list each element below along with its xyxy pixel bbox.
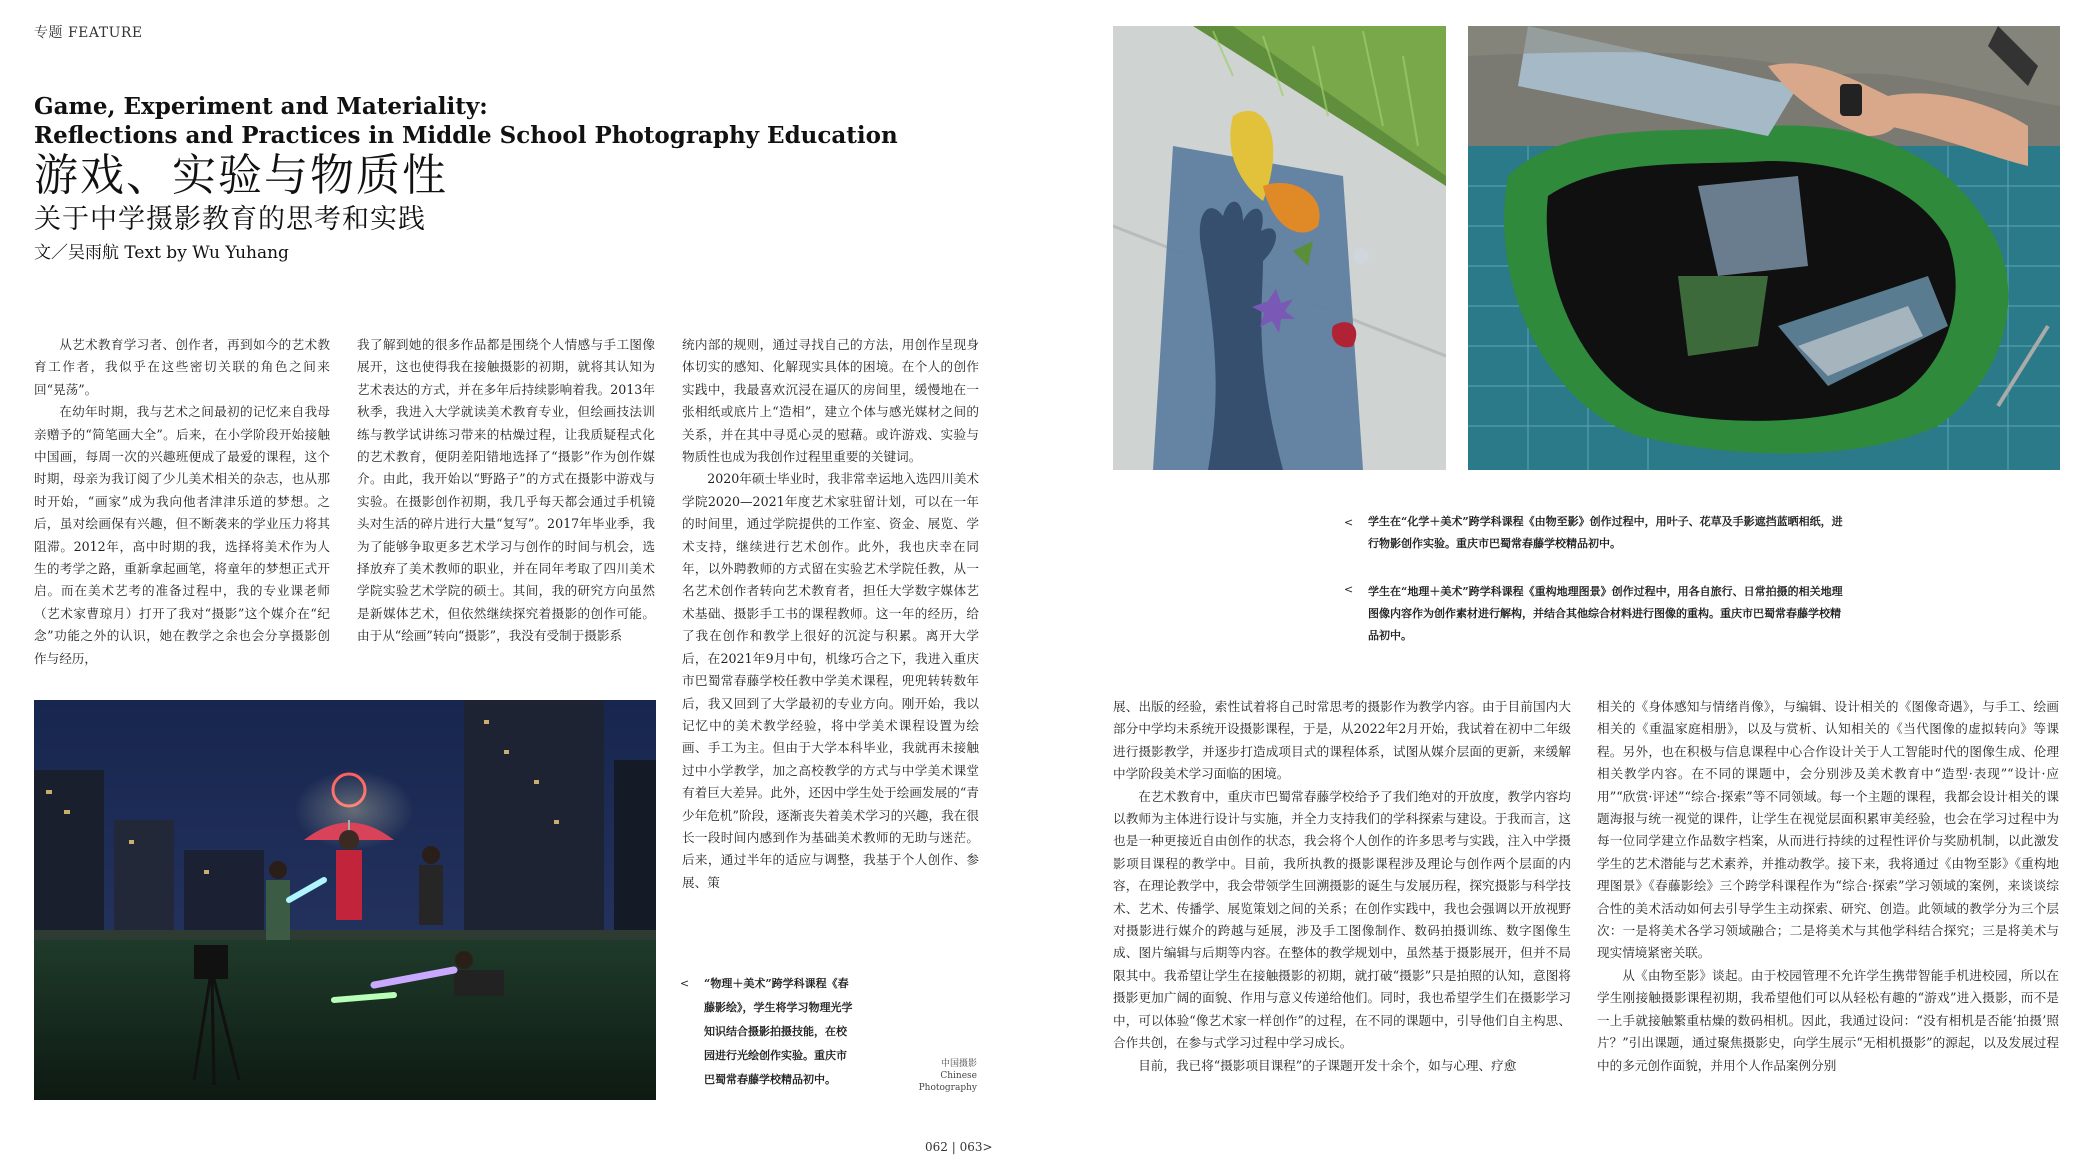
photo-light-painting — [34, 700, 656, 1100]
section-tag: 专题 FEATURE — [34, 25, 143, 41]
paragraph: 相关的《身体感知与情绪肖像》，与编辑、设计相关的《图像奇遇》，与手工、绘画相关的《重温家庭相册》，以及与赏析、认知相关的《当代图像的虚拟转向》等课程。另外，也在积极与信息课程中心合作设计关于人工智能时代的图像生成、伦理相关教学内容。在不同的课题中，会分别涉及美术教育中“造型·表现”“设计·应用”“欣赏·评述”“综合·探索”等不同领域。每一个主题的课程，我都会设计相关的课题海报与统一视觉的课件，让学生在视觉层面积累审美经验，也会在学习过程中为每一位同学建立作品数字档案，从而进行持续的过程性评价与奖励机制，以此激发学生的艺术潜能与艺术素养，并推动教学。接下来，我将通过《由物至影》《重构地理图景》《春藤影绘》三个跨学科课程作为“综合·探索”学习领域的案例，来谈谈综合性的美术活动如何去引导学生主动探索、研究、创造。此领域的教学分为三个层次：一是将美术各学习领域融合；二是将美术与其他学科结合探究；三是将美术与现实情境紧密关联。 — [1597, 699, 2059, 961]
caption-text: 学生在“化学＋美术”跨学科课程《由物至影》创作过程中，用叶子、花草及手影遮挡蓝晒相纸，进行物影创作实验。重庆市巴蜀常春藤学校精品初中。 — [1368, 515, 1843, 550]
body-column-5 — [1597, 696, 2059, 1077]
byline: 文／吴雨航 Text by Wu Yuhang — [34, 243, 289, 263]
credit-line: Photography — [918, 1083, 977, 1093]
paragraph: 目前，我已将“摄影项目课程”的子课题开发十余个，如与心理、疗愈 — [1138, 1057, 1517, 1073]
caption-geography — [1344, 578, 1844, 647]
credit-line: Chinese — [940, 1071, 977, 1081]
body-column-4 — [1113, 696, 1571, 1077]
paragraph: 在艺术教育中，重庆市巴蜀常春藤学校给予了我们绝对的开放度，教学内容均以教师为主体进行设计与实施，并全力支持我们的学科探索与建设。于我而言，这也是一种更接近自由创作的状态，我会将个人创作的许多思考与实践，注入中学摄影项目课程的教学中。目前，我所执教的摄影课程涉及理论与创作两个层面的内容，在理论教学中，我会带领学生回溯摄影的诞生与发展历程，探究摄影与科学技术、艺术、传播学、展览策划之间的关系；在创作实践中，我也会强调以开放视野对摄影进行媒介的跨越与延展，涉及手工图像制作、数码拍摄训练、数字图像生成、图片编辑与后期等内容。在整体的教学规划中，虽然基于摄影展开，但并不局限其中。我希望让学生在接触摄影的初期，就打破“摄影”只是拍照的认知，意图将摄影更加广阔的面貌、作用与意义传递给他们。同时，我也希望学生们在摄影学习中，可以体验“像艺术家一样创作”的过程，在不同的课题中，引导他们自主构思、合作共创，在参与式学习过程中学习成长。 — [1113, 788, 1571, 1051]
page-numbers: 062 | 063> — [925, 1140, 993, 1154]
body-column-1 — [34, 334, 330, 670]
photo-geography-collage — [1468, 26, 2060, 470]
caption-chemistry — [1344, 508, 1844, 555]
caption-light-painting — [680, 972, 855, 1092]
caption-text: 学生在“地理＋美术”跨学科课程《重构地理图景》创作过程中，用各自旅行、日常拍摄的相关地理图像内容作为创作素材进行解构，并结合其他综合材料进行图像的重构。重庆市巴蜀常春藤学校精品初中。 — [1368, 585, 1843, 642]
photo-shadow-leaves — [1113, 26, 1446, 470]
paragraph: 统内部的规则，通过寻找自己的方法，用创作呈现身体切实的感知、化解现实具体的困境。在个人的创作实践中，我最喜欢沉浸在逼仄的房间里，缓慢地在一张相纸或底片上“造相”，建立个体与感光媒材之间的关系，并在其中寻觅心灵的慰藉。或许游戏、实验与物质性也成为我创作过程里重要的关键词。 — [682, 337, 979, 465]
paragraph: 我了解到她的很多作品都是围绕个人情感与手工图像展开，这也使得我在接触摄影的初期，就将其认知为艺术表达的方式，并在多年后持续影响着我。2013年秋季，我进入大学就读美术教育专业，但绘画技法训练与教学试讲练习带来的枯燥过程，让我质疑程式化的艺术教育，便阴差阳错地选择了“摄影”作为创作媒介。由此，我开始以“野路子”的方式在摄影中游戏与实验。在摄影创作初期，我几乎每天都会通过手机镜头对生活的碎片进行大量“复写”。2017年毕业季，我为了能够争取更多艺术学习与创作的时间与机会，选择放弃了美术教师的职业，并在同年考取了四川美术学院实验艺术学院的硕士。其间，我的研究方向虽然是新媒体艺术，但依然继续探究着摄影的创作可能。由于从“绘画”转向“摄影”，我没有受制于摄影系 — [357, 337, 655, 644]
subtitle-chinese: 关于中学摄影教育的思考和实践 — [34, 204, 426, 235]
paragraph: 2020年硕士毕业时，我非常幸运地入选四川美术学院2020—2021年度艺术家驻留计划，可以在一年的时间里，通过学院提供的工作室、资金、展览、学术支持，继续进行艺术创作。此外，我也庆幸在同年，以外聘教师的方式留在实验艺术学院任教，从一名艺术创作者转向艺术教育者，担任大学数字媒体艺术基础、摄影手工书的课程教师。这一年的经历，给了我在创作和教学上很好的沉淀与积累。离开大学后，在2021年9月中旬，机缘巧合之下，我进入重庆市巴蜀常春藤学校任教中学美术课程，兜兜转转数年后，我又回到了大学最初的专业方向。刚开始，我以记忆中的美术教学经验，将中学美术课程设置为绘画、手工为主。但由于大学本科毕业，我就再未接触过中小学教学，加之高校教学的方式与中学美术课堂有着巨大差异。此外，还因中学生处于绘画发展的“青少年危机”阶段，逐渐丧失着美术学习的兴趣，我在很长一段时间内感到作为基础美术教师的无助与迷茫。后来，通过半年的适应与调整，我基于个人创作、参展、策 — [682, 471, 979, 890]
title-english — [34, 92, 898, 150]
caption-arrow: < — [1344, 516, 1354, 529]
photo-geography-collage-image — [1468, 26, 2060, 470]
paragraph: 展、出版的经验，索性试着将自己时常思考的摄影作为教学内容。由于目前国内大部分中学均未系统开设摄影课程，于是，从2022年2月开始，我试着在初中二年级进行摄影教学，并逐步打造成项目式的课程体系，试图从媒介层面的更新，来缓解中学阶段美术学习面临的困境。 — [1113, 699, 1571, 782]
magazine-credit — [905, 1058, 977, 1094]
caption-arrow: < — [680, 977, 690, 990]
body-column-3 — [682, 334, 979, 894]
paragraph: 从艺术教育学习者、创作者，再到如今的艺术教育工作者，我似乎在这些密切关联的角色之间来回“晃荡”。 — [34, 337, 330, 397]
title-chinese: 游戏、实验与物质性 — [34, 150, 448, 201]
caption-arrow: < — [1344, 583, 1354, 596]
body-column-2 — [357, 334, 655, 648]
photo-shadow-leaves-image — [1113, 26, 1446, 470]
paragraph: 在幼年时期，我与艺术之间最初的记忆来自我母亲赠予的“简笔画大全”。后来，在小学阶段开始接触中国画，每周一次的兴趣班便成了最爱的课程，这个时期，母亲为我订阅了少儿美术相关的杂志，也从那时开始，“画家”成为我向他者津津乐道的梦想。之后，虽对绘画保有兴趣，但不断袭来的学业压力将其阻滞。2012年，高中时期的我，选择将美术作为人生的考学之路，重新拿起画笔，将童年的梦想正式开启。而在美术艺考的准备过程中，我的专业课老师（艺术家曹琼月）打开了我对“摄影”这个媒介在“纪念”功能之外的认识，她在教学之余也会分享摄影创作与经历， — [34, 404, 330, 666]
caption-text: “物理＋美术”跨学科课程《春藤影绘》，学生将学习物理光学知识结合摄影拍摄技能，在校园进行光绘创作实验。重庆市巴蜀常春藤学校精品初中。 — [704, 977, 853, 1086]
credit-line: 中国摄影 — [940, 1059, 977, 1069]
photo-light-painting-image — [34, 700, 656, 1100]
title-english-line1: Game, Experiment and Materiality: — [34, 93, 488, 120]
title-english-line2: Reflections and Practices in Middle School Photography Education — [34, 122, 898, 149]
paragraph: 从《由物至影》谈起。由于校园管理不允许学生携带智能手机进校园，所以在学生刚接触摄影课程初期，我希望他们可以从轻松有趣的“游戏”进入摄影，而不是一上手就接触繁重枯燥的数码相机。因此，我通过设问：“没有相机是否能‘拍摄’照片？”引出课题，通过聚焦摄影史，向学生展示“无相机摄影”的源起，以及发展过程中的多元创作面貌，并用个人作品案例分别 — [1597, 967, 2059, 1073]
